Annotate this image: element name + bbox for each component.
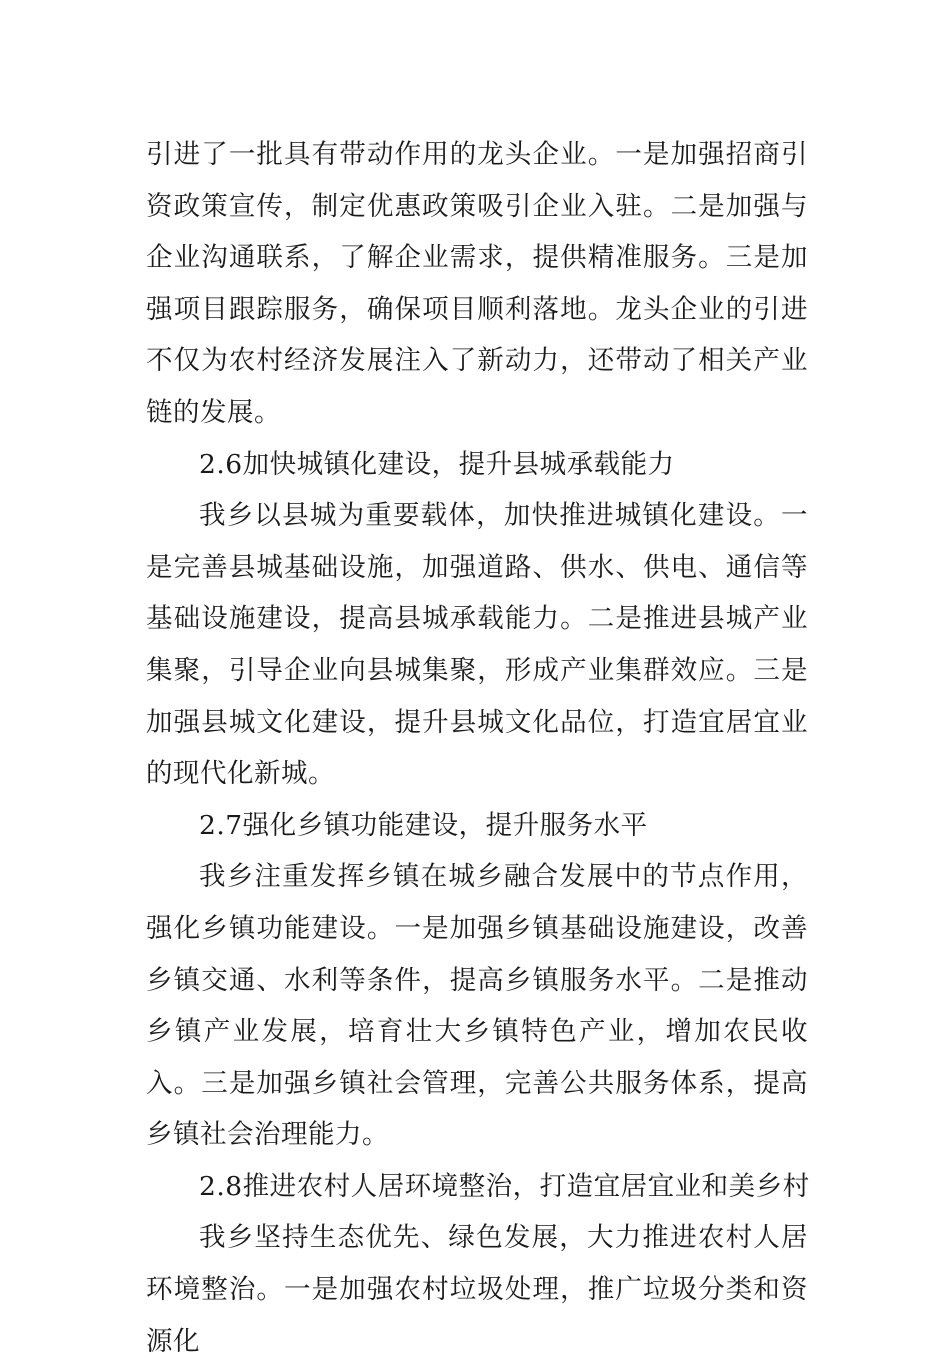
- section-heading-2-8: 2.8推进农村人居环境整治，打造宜居宜业和美乡村: [199, 1170, 810, 1202]
- paragraph-township-function: 我乡注重发挥乡镇在城乡融合发展中的节点作用，强化乡镇功能建设。一是加强乡镇基础设施建设，改善乡镇交通、水利等条件，提高乡镇服务水平。二是推动乡镇产业发展，培育壮大乡镇特色产业，增加农民收入。三是加强乡镇社会管理，完善公共服务体系，提高乡镇社会治理能力。: [146, 861, 808, 1151]
- paragraph-living-environment: 我乡坚持生态优先、绿色发展，大力推进农村人居环境整治。一是加强农村垃圾处理，推广垃圾分类和资源化: [146, 1222, 808, 1357]
- section-heading-2-7: 2.7强化乡镇功能建设，提升服务水平: [199, 809, 648, 841]
- document-page: [146, 129, 808, 1367]
- section-heading-2-6: 2.6加快城镇化建设，提升县城承载能力: [199, 448, 675, 480]
- paragraph-urbanization: 我乡以县城为重要载体，加快推进城镇化建设。一是完善县城基础设施，加强道路、供水、供电、通信等基础设施建设，提高县城承载能力。二是推进县城产业集聚，引导企业向县城集聚，形成产业集群效应。三是加强县城文化建设，提升县城文化品位，打造宜居宜业的现代化新城。: [146, 500, 808, 790]
- paragraph-leading-enterprises: 引进了一批具有带动作用的龙头企业。一是加强招商引资政策宣传，制定优惠政策吸引企业入驻。二是加强与企业沟通联系，了解企业需求，提供精准服务。三是加强项目跟踪服务，确保项目顺利落地。龙头企业的引进不仅为农村经济发展注入了新动力，还带动了相关产业链的发展。: [146, 139, 808, 428]
